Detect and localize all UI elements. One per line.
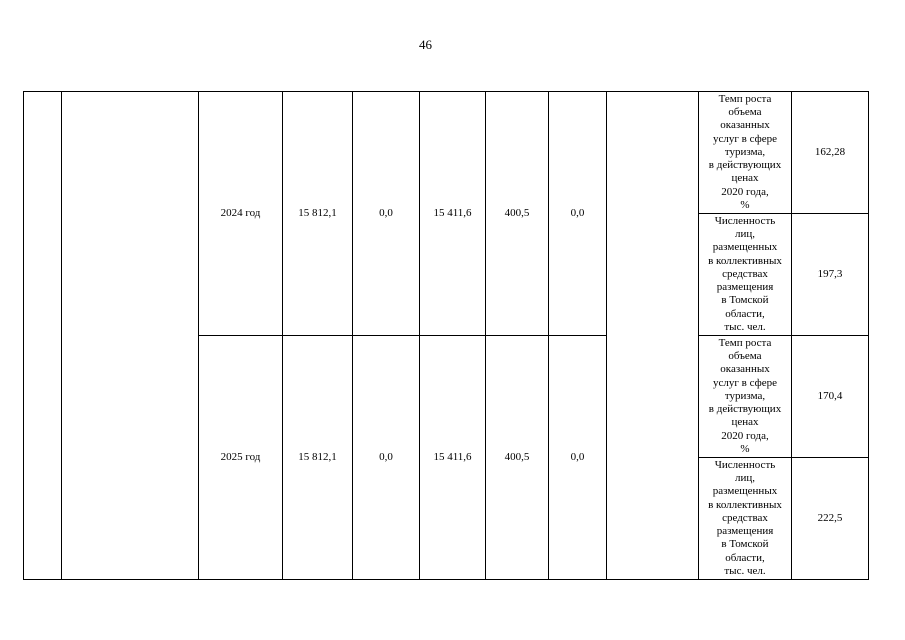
indicator-value-cell: 162,28 — [792, 92, 869, 214]
indicator-line: услуг в сфере — [713, 132, 777, 145]
local-cell: 400,5 — [486, 92, 549, 336]
indicator-name-cell — [699, 92, 792, 214]
local-cell: 400,5 — [486, 336, 549, 580]
indicator-line: % — [740, 442, 750, 455]
indicator-value-cell: 222,5 — [792, 458, 869, 580]
indicator-line: туризма, — [724, 389, 766, 402]
indicator-line: ценах — [731, 416, 759, 429]
total-cell: 15 812,1 — [283, 336, 353, 580]
year-cell: 2025 год — [199, 336, 283, 580]
indicator-line: Темп роста — [718, 93, 772, 106]
program-table — [23, 91, 869, 580]
empty-cell-name — [62, 92, 199, 580]
other-cell: 0,0 — [549, 336, 607, 580]
table-row — [24, 92, 869, 214]
indicator-line: туризма, — [724, 145, 766, 158]
indicator-line: размещения — [716, 281, 774, 294]
indicator-value-cell: 197,3 — [792, 214, 869, 336]
indicator-line: ценах — [731, 172, 759, 185]
indicator-value-cell: 170,4 — [792, 336, 869, 458]
indicator-line: в действующих — [708, 403, 782, 416]
other-cell: 0,0 — [549, 92, 607, 336]
regional-cell: 15 411,6 — [420, 92, 486, 336]
indicator-line: оказанных — [720, 363, 770, 376]
year-cell: 2024 год — [199, 92, 283, 336]
indicator-line: услуг в сфере — [713, 376, 777, 389]
indicator-line: 2020 года, — [721, 429, 769, 442]
indicator-line: размещенных — [712, 485, 778, 498]
indicator-line: Численность — [714, 215, 776, 228]
indicator-line: в Томской — [721, 538, 769, 551]
federal-cell: 0,0 — [353, 336, 420, 580]
indicator-line: области, — [725, 551, 765, 564]
empty-cell-executor — [607, 92, 699, 580]
empty-cell-number — [24, 92, 62, 580]
federal-cell: 0,0 — [353, 92, 420, 336]
indicator-line: тыс. чел. — [724, 320, 766, 333]
indicator-line: тыс. чел. — [724, 564, 766, 577]
indicator-name-cell — [699, 214, 792, 336]
indicator-line: в коллективных — [708, 498, 782, 511]
indicator-line: Темп роста — [718, 337, 772, 350]
indicator-line: лиц, — [734, 472, 755, 485]
indicator-line: Численность — [714, 459, 776, 472]
indicator-line: средствах — [722, 511, 768, 524]
indicator-line: средствах — [722, 267, 768, 280]
page-number: 46 — [419, 37, 432, 52]
indicator-name-cell — [699, 458, 792, 580]
indicator-line: объема — [728, 350, 762, 363]
total-cell: 15 812,1 — [283, 92, 353, 336]
regional-cell: 15 411,6 — [420, 336, 486, 580]
indicator-line: оказанных — [720, 119, 770, 132]
indicator-line: размещения — [716, 525, 774, 538]
indicator-line: в Томской — [721, 294, 769, 307]
indicator-line: % — [740, 198, 750, 211]
indicator-line: размещенных — [712, 241, 778, 254]
indicator-line: области, — [725, 307, 765, 320]
indicator-line: 2020 года, — [721, 185, 769, 198]
indicator-line: в действующих — [708, 159, 782, 172]
indicator-line: объема — [728, 106, 762, 119]
indicator-line: лиц, — [734, 228, 755, 241]
indicator-name-cell — [699, 336, 792, 458]
indicator-line: в коллективных — [708, 254, 782, 267]
